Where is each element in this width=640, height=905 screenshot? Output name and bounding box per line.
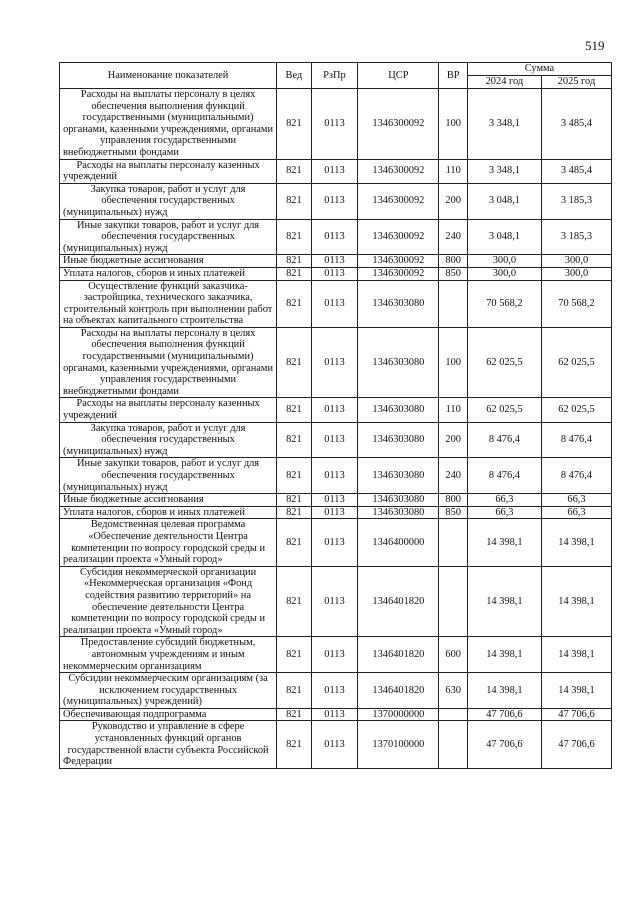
row-amount-2024: 300,0 (467, 255, 541, 268)
row-amount-2024: 47 706,6 (467, 721, 541, 768)
row-vr (439, 721, 467, 768)
row-vr: 600 (439, 637, 467, 673)
row-rzpr: 0113 (311, 637, 358, 673)
row-amount-2025: 14 398,1 (541, 637, 611, 673)
row-rzpr: 0113 (311, 721, 358, 768)
row-amount-2024: 14 398,1 (467, 519, 541, 566)
row-ved: 821 (277, 673, 311, 709)
row-amount-2025: 14 398,1 (541, 673, 611, 709)
row-amount-2024: 66,3 (467, 494, 541, 507)
row-csr: 1346303080 (358, 494, 439, 507)
row-amount-2025: 3 485,4 (541, 159, 611, 183)
page-number: 519 (585, 38, 605, 53)
row-name: Закупка товаров, работ и услуг для обеспечения государственных (муниципальных) нужд (60, 183, 277, 219)
row-vr: 240 (439, 458, 467, 494)
row-vr: 800 (439, 494, 467, 507)
row-amount-2024: 62 025,5 (467, 398, 541, 422)
row-vr: 240 (439, 219, 467, 255)
row-csr: 1346300092 (358, 159, 439, 183)
row-name: Уплата налогов, сборов и иных платежей (60, 506, 277, 519)
row-name: Иные закупки товаров, работ и услуг для обеспечения государственных (муниципальных) нужд (60, 219, 277, 255)
row-csr: 1346401820 (358, 673, 439, 709)
row-amount-2024: 66,3 (467, 506, 541, 519)
row-rzpr: 0113 (311, 519, 358, 566)
row-vr (439, 519, 467, 566)
table-row (60, 89, 612, 160)
row-rzpr: 0113 (311, 398, 358, 422)
row-name: Субсидия некоммерческой организации «Некоммерческая организация «Фонд содействия развитию территорий» на обеспечение деятельности Центра компетенции по вопросу городской среды и реализации проекта «Умный город» (60, 566, 277, 637)
row-amount-2025: 3 185,3 (541, 183, 611, 219)
row-amount-2025: 47 706,6 (541, 708, 611, 721)
row-amount-2024: 14 398,1 (467, 566, 541, 637)
row-rzpr: 0113 (311, 566, 358, 637)
row-csr: 1346300092 (358, 267, 439, 280)
row-csr: 1346300092 (358, 219, 439, 255)
row-name: Закупка товаров, работ и услуг для обеспечения государственных (муниципальных) нужд (60, 422, 277, 458)
row-amount-2024: 3 348,1 (467, 89, 541, 160)
row-vr: 200 (439, 183, 467, 219)
row-name: Расходы на выплаты персоналу казенных учреждений (60, 159, 277, 183)
row-vr (439, 280, 467, 327)
row-ved: 821 (277, 566, 311, 637)
row-amount-2025: 3 485,4 (541, 89, 611, 160)
row-amount-2025: 70 568,2 (541, 280, 611, 327)
row-vr: 200 (439, 422, 467, 458)
row-amount-2025: 3 185,3 (541, 219, 611, 255)
row-csr: 1346303080 (358, 506, 439, 519)
row-amount-2025: 66,3 (541, 506, 611, 519)
row-name: Ведомственная целевая программа «Обеспечение деятельности Центра компетенции по вопросу городской среды и реализации проекта «Умный город» (60, 519, 277, 566)
table-row (60, 183, 612, 219)
row-amount-2024: 3 348,1 (467, 159, 541, 183)
row-rzpr: 0113 (311, 89, 358, 160)
row-rzpr: 0113 (311, 494, 358, 507)
row-rzpr: 0113 (311, 327, 358, 398)
table-row (60, 422, 612, 458)
row-rzpr: 0113 (311, 708, 358, 721)
row-vr (439, 708, 467, 721)
row-ved: 821 (277, 183, 311, 219)
row-rzpr: 0113 (311, 159, 358, 183)
row-amount-2024: 14 398,1 (467, 637, 541, 673)
row-csr: 1370000000 (358, 708, 439, 721)
row-rzpr: 0113 (311, 422, 358, 458)
table-row (60, 721, 612, 768)
row-ved: 821 (277, 422, 311, 458)
row-csr: 1346300092 (358, 89, 439, 160)
row-ved: 821 (277, 494, 311, 507)
row-ved: 821 (277, 637, 311, 673)
row-rzpr: 0113 (311, 255, 358, 268)
table-row (60, 458, 612, 494)
row-csr: 1346300092 (358, 255, 439, 268)
row-ved: 821 (277, 506, 311, 519)
row-amount-2025: 14 398,1 (541, 519, 611, 566)
header-name: Наименование показателей (60, 63, 277, 89)
header-sum: Сумма (467, 63, 611, 76)
row-vr: 100 (439, 327, 467, 398)
row-name: Субсидии некоммерческим организациям (за исключением государственных (муниципальных) учреждений) (60, 673, 277, 709)
table-row (60, 327, 612, 398)
header-vr: ВР (439, 63, 467, 89)
row-name: Обеспечивающая подпрограмма (60, 708, 277, 721)
table-row (60, 255, 612, 268)
table-row (60, 637, 612, 673)
row-ved: 821 (277, 721, 311, 768)
row-vr (439, 566, 467, 637)
row-vr: 800 (439, 255, 467, 268)
header-ved: Вед (277, 63, 311, 89)
row-rzpr: 0113 (311, 267, 358, 280)
row-ved: 821 (277, 398, 311, 422)
row-vr: 630 (439, 673, 467, 709)
table-row (60, 398, 612, 422)
table-row (60, 280, 612, 327)
row-vr: 850 (439, 267, 467, 280)
row-amount-2024: 62 025,5 (467, 327, 541, 398)
row-amount-2024: 300,0 (467, 267, 541, 280)
table-row (60, 159, 612, 183)
row-rzpr: 0113 (311, 219, 358, 255)
header-csr: ЦСР (358, 63, 439, 89)
row-rzpr: 0113 (311, 458, 358, 494)
row-ved: 821 (277, 280, 311, 327)
row-ved: 821 (277, 519, 311, 566)
table-row (60, 494, 612, 507)
row-ved: 821 (277, 89, 311, 160)
row-csr: 1346401820 (358, 637, 439, 673)
table-row (60, 708, 612, 721)
table-row (60, 566, 612, 637)
row-amount-2025: 300,0 (541, 255, 611, 268)
header-rzpr: РзПр (311, 63, 358, 89)
row-ved: 821 (277, 219, 311, 255)
row-amount-2025: 66,3 (541, 494, 611, 507)
row-csr: 1370100000 (358, 721, 439, 768)
table-row (60, 219, 612, 255)
row-name: Иные бюджетные ассигнования (60, 255, 277, 268)
row-name: Предоставление субсидий бюджетным, автономным учреждениям и иным некоммерческим организациям (60, 637, 277, 673)
row-amount-2024: 70 568,2 (467, 280, 541, 327)
row-amount-2025: 62 025,5 (541, 398, 611, 422)
row-amount-2025: 8 476,4 (541, 458, 611, 494)
row-amount-2024: 8 476,4 (467, 458, 541, 494)
row-rzpr: 0113 (311, 673, 358, 709)
row-ved: 821 (277, 708, 311, 721)
table-row (60, 673, 612, 709)
row-ved: 821 (277, 255, 311, 268)
row-amount-2024: 47 706,6 (467, 708, 541, 721)
row-vr: 110 (439, 159, 467, 183)
row-name: Осуществление функций заказчика-застройщика, технического заказчика, строительный контроль при выполнении работ на объектах капитального строительства (60, 280, 277, 327)
row-amount-2025: 8 476,4 (541, 422, 611, 458)
header-year-2025: 2025 год (541, 76, 611, 89)
row-amount-2024: 14 398,1 (467, 673, 541, 709)
row-vr: 850 (439, 506, 467, 519)
table-row (60, 506, 612, 519)
row-amount-2024: 3 048,1 (467, 219, 541, 255)
row-amount-2025: 62 025,5 (541, 327, 611, 398)
row-csr: 1346303080 (358, 422, 439, 458)
table-row (60, 519, 612, 566)
row-csr: 1346400000 (358, 519, 439, 566)
row-name: Уплата налогов, сборов и иных платежей (60, 267, 277, 280)
table-row (60, 267, 612, 280)
row-name: Иные бюджетные ассигнования (60, 494, 277, 507)
row-amount-2024: 3 048,1 (467, 183, 541, 219)
row-rzpr: 0113 (311, 280, 358, 327)
row-ved: 821 (277, 458, 311, 494)
row-amount-2025: 300,0 (541, 267, 611, 280)
row-ved: 821 (277, 327, 311, 398)
row-amount-2024: 8 476,4 (467, 422, 541, 458)
row-amount-2025: 47 706,6 (541, 721, 611, 768)
row-csr: 1346303080 (358, 280, 439, 327)
row-csr: 1346401820 (358, 566, 439, 637)
row-csr: 1346303080 (358, 398, 439, 422)
row-ved: 821 (277, 267, 311, 280)
row-name: Расходы на выплаты персоналу казенных учреждений (60, 398, 277, 422)
row-csr: 1346303080 (358, 327, 439, 398)
row-vr: 100 (439, 89, 467, 160)
row-amount-2025: 14 398,1 (541, 566, 611, 637)
row-name: Расходы на выплаты персоналу в целях обеспечения выполнения функций государственными (муниципальными) органами, казенными учреждениями, органами управления государственными внебюджетными фондами (60, 327, 277, 398)
row-rzpr: 0113 (311, 183, 358, 219)
row-vr: 110 (439, 398, 467, 422)
row-rzpr: 0113 (311, 506, 358, 519)
header-year-2024: 2024 год (467, 76, 541, 89)
row-name: Иные закупки товаров, работ и услуг для обеспечения государственных (муниципальных) нужд (60, 458, 277, 494)
row-name: Руководство и управление в сфере установленных функций органов государственной власти субъекта Российской Федерации (60, 721, 277, 768)
row-csr: 1346303080 (358, 458, 439, 494)
row-csr: 1346300092 (358, 183, 439, 219)
row-name: Расходы на выплаты персоналу в целях обеспечения выполнения функций государственными (муниципальными) органами, казенными учреждениями, органами управления государственными внебюджетными фондами (60, 89, 277, 160)
budget-table (59, 62, 612, 769)
row-ved: 821 (277, 159, 311, 183)
